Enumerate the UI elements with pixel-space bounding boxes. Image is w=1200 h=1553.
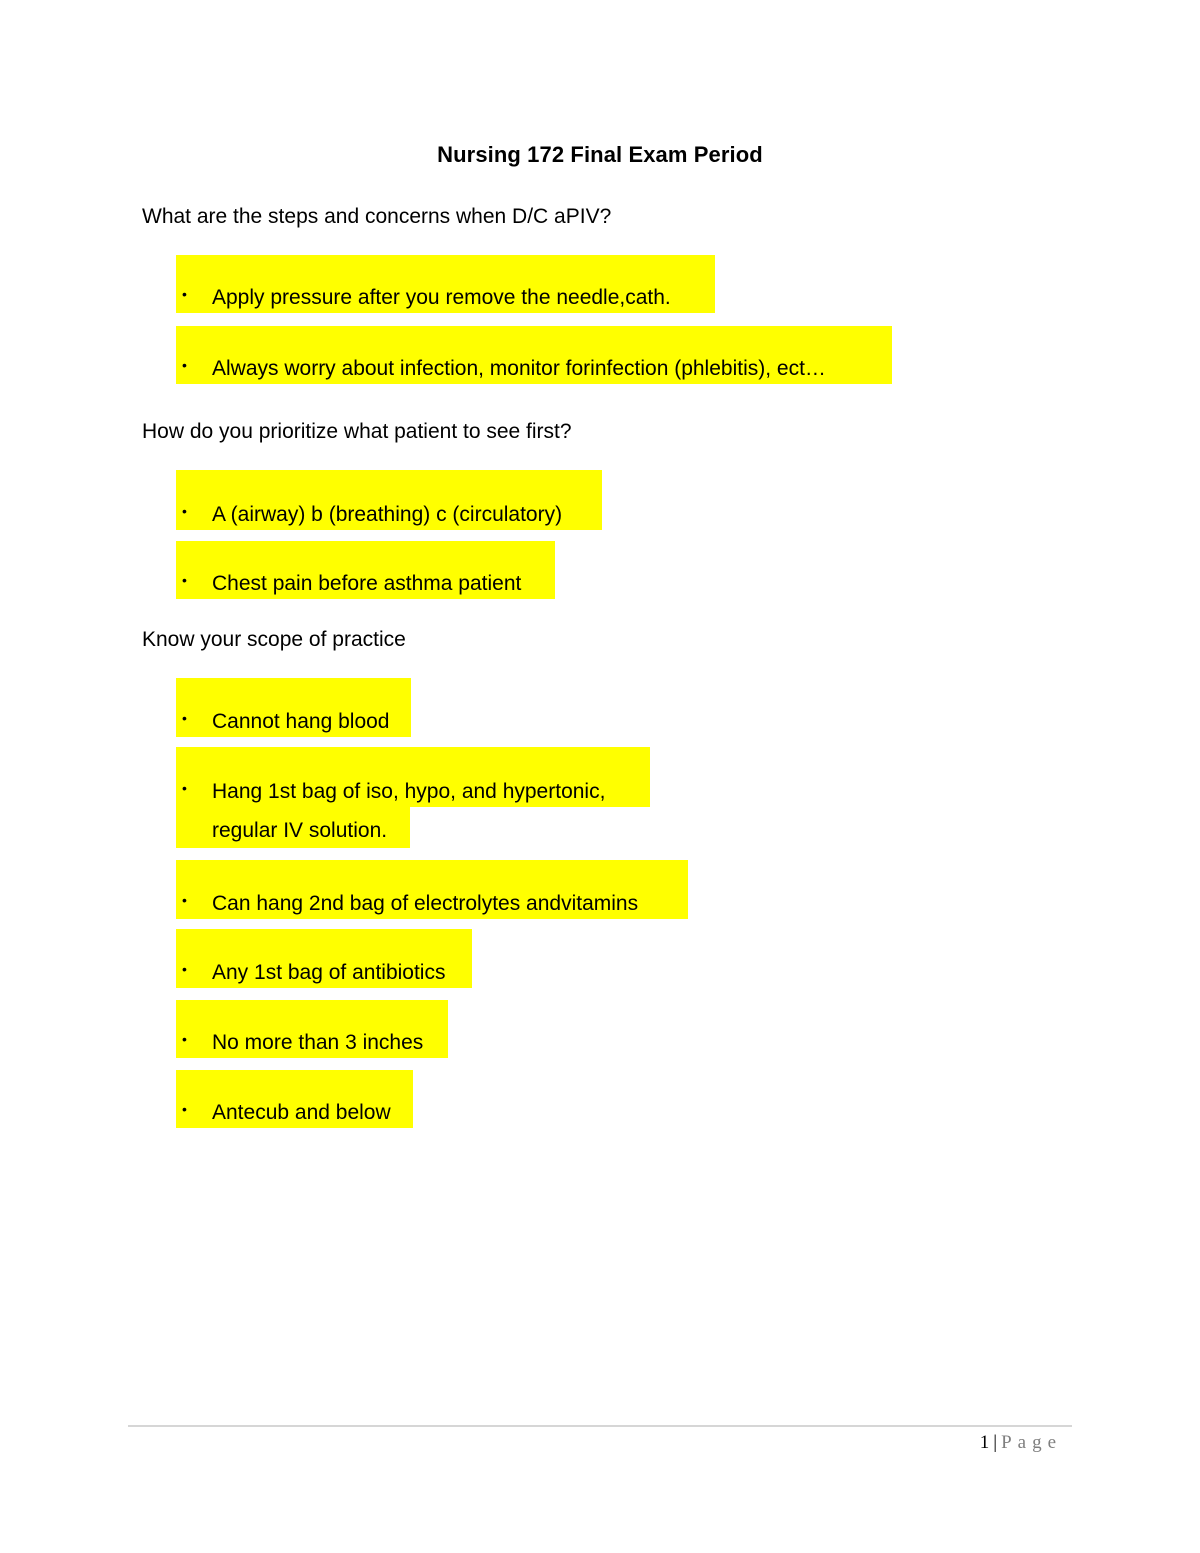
bullet-icon: •	[182, 892, 187, 908]
page-footer	[980, 1432, 1062, 1454]
bullet-text: Apply pressure after you remove the needle,cath.	[212, 286, 671, 309]
bullet-icon: •	[182, 572, 187, 588]
bullet-icon: •	[182, 357, 187, 373]
bullet-text: Can hang 2nd bag of electrolytes andvitamins	[212, 892, 639, 915]
bullet-text: Hang 1st bag of iso, hypo, and hypertonic,	[212, 780, 606, 803]
highlighted-bullet	[176, 1070, 413, 1128]
highlighted-bullet	[176, 1000, 448, 1058]
question-scope: Know your scope of practice	[142, 628, 406, 651]
highlighted-bullet	[176, 747, 650, 807]
bullet-icon: •	[182, 503, 187, 519]
page-number: 1	[979, 1432, 990, 1453]
bullet-icon: •	[182, 286, 187, 302]
bullet-text: regular IV solution.	[212, 819, 388, 842]
bullet-icon: •	[182, 710, 187, 726]
highlighted-bullet	[176, 541, 555, 599]
highlighted-bullet	[176, 929, 472, 988]
bullet-text: Any 1st bag of antibiotics	[212, 961, 446, 984]
highlighted-bullet	[176, 255, 715, 313]
bullet-text: Antecub and below	[212, 1101, 391, 1124]
page-title: Nursing 172 Final Exam Period	[437, 142, 763, 167]
highlighted-bullet	[176, 860, 688, 919]
bullet-icon: •	[182, 1101, 187, 1117]
highlighted-bullet-continuation	[176, 807, 410, 848]
bullet-icon: •	[182, 961, 187, 977]
bullet-text: Always worry about infection, monitor forinfection (phlebitis), ect…	[212, 357, 826, 380]
bullet-icon: •	[182, 1031, 187, 1047]
page-label: Page	[1001, 1432, 1062, 1453]
bullet-icon: •	[182, 780, 187, 796]
bullet-text: No more than 3 inches	[212, 1031, 424, 1054]
footer-divider	[128, 1425, 1072, 1427]
question-dc-piv: What are the steps and concerns when D/C aPIV?	[142, 205, 612, 228]
bullet-text: Cannot hang blood	[212, 710, 390, 733]
footer-separator: |	[993, 1432, 998, 1453]
question-prioritize: How do you prioritize what patient to see first?	[142, 420, 572, 443]
highlighted-bullet	[176, 326, 892, 384]
highlighted-bullet	[176, 470, 602, 530]
bullet-text: Chest pain before asthma patient	[212, 572, 522, 595]
highlighted-bullet	[176, 678, 411, 737]
bullet-text: A (airway) b (breathing) c (circulatory)	[212, 503, 563, 526]
